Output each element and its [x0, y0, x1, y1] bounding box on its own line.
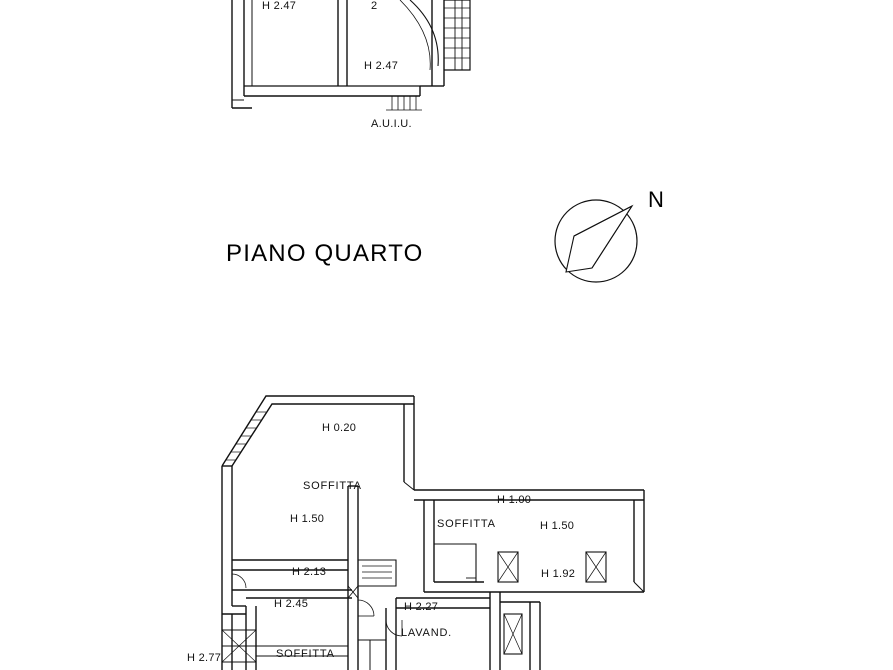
height-label: H 2.13 — [292, 566, 327, 578]
room-number-label: 2 — [371, 0, 378, 12]
room-label-lavanderia: LAVAND. — [401, 627, 453, 639]
height-label: H 0.20 — [322, 422, 357, 434]
height-label: H 2.27 — [404, 601, 439, 613]
height-label: H 2.47 — [364, 60, 399, 72]
north-letter: N — [648, 187, 665, 212]
north-compass — [555, 200, 637, 282]
height-label: H 1.50 — [540, 520, 575, 532]
height-label: H 1.92 — [541, 568, 576, 580]
height-label: H 2.45 — [274, 598, 309, 610]
height-label: H 1.00 — [497, 494, 532, 506]
height-label: H 2.77 — [187, 652, 222, 664]
page-title: PIANO QUARTO — [226, 240, 424, 267]
height-label: H 2.47 — [262, 0, 297, 12]
room-code-label: A.U.I.U. — [371, 118, 412, 130]
upper-floor-plan — [232, 0, 470, 110]
room-label-soffitta: SOFFITTA — [303, 480, 362, 492]
room-label-soffitta: SOFFITTA — [276, 648, 335, 660]
height-label: H 1.50 — [290, 513, 325, 525]
room-label-soffitta: SOFFITTA — [437, 518, 496, 530]
